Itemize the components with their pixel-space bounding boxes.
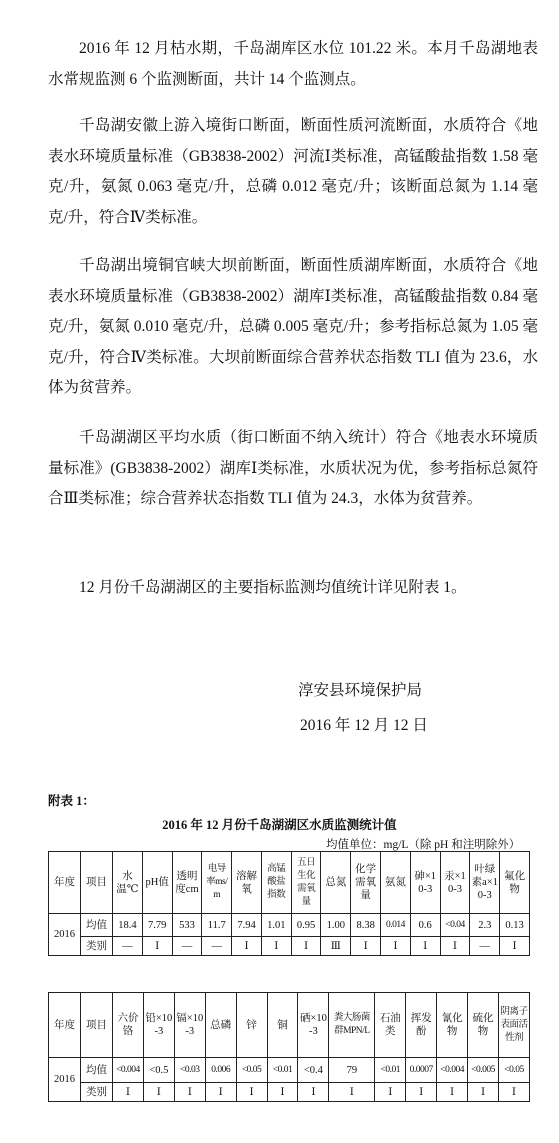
class-cell: Ⅰ <box>381 937 411 956</box>
col-header: 粪大肠菌群MPN/L <box>329 993 375 1058</box>
class-cell: Ⅰ <box>298 1083 329 1102</box>
col-header: 五日生化需氧量 <box>291 852 321 914</box>
class-cell: Ⅲ <box>321 937 351 956</box>
col-header: 阴离子表面活性剂 <box>498 993 529 1058</box>
class-cell: Ⅰ <box>406 1083 437 1102</box>
row-label: 类别 <box>81 937 113 956</box>
class-cell: Ⅰ <box>351 937 381 956</box>
class-cell: — <box>113 937 143 956</box>
mean-cell: 2.3 <box>470 914 500 937</box>
col-header: 高锰酸盐指数 <box>261 852 291 914</box>
col-header: 氨氮 <box>381 852 411 914</box>
mean-cell: <0.05 <box>498 1058 529 1083</box>
paragraph-water-level: 2016 年 12 月枯水期，千岛湖库区水位 101.22 米。本月千岛湖地表水常规监测 6 个监测断面，共计 14 个监测点。 <box>48 40 538 88</box>
mean-cell: 79 <box>329 1058 375 1083</box>
mean-cell: 0.13 <box>500 914 530 937</box>
mean-cell: <0.004 <box>113 1058 144 1083</box>
col-header: 化学需氧量 <box>351 852 381 914</box>
col-header: 铜 <box>267 993 298 1058</box>
col-header: 水温℃ <box>113 852 143 914</box>
row-label: 均值 <box>81 914 113 937</box>
mean-cell: <0.04 <box>440 914 470 937</box>
mean-cell: 0.014 <box>381 914 411 937</box>
class-cell: Ⅰ <box>267 1083 298 1102</box>
mean-cell: 0.95 <box>291 914 321 937</box>
stats-table-2 <box>48 992 530 1102</box>
col-header: 总氮 <box>321 852 351 914</box>
mean-cell: 0.0007 <box>406 1058 437 1083</box>
row-label: 类别 <box>81 1083 113 1102</box>
class-cell: — <box>470 937 500 956</box>
mean-cell: 7.79 <box>142 914 172 937</box>
mean-cell: 1.01 <box>261 914 291 937</box>
year-cell: 2016 <box>49 1058 81 1102</box>
mean-cell: <0.05 <box>236 1058 267 1083</box>
class-cell: Ⅰ <box>329 1083 375 1102</box>
table-row <box>49 914 530 937</box>
class-cell: Ⅰ <box>113 1083 144 1102</box>
paragraph-dam-section: 千岛湖出境铜官峡大坝前断面，断面性质湖库断面，水质符合《地表水环境质量标准（GB3838-2002）湖库Ⅰ类标准，高锰酸盐指数 0.84 毫克/升，氨氮 0.010 毫克/升，总磷 0.005 毫克/升；参考指标总氮为 1.05 毫克/升，符合Ⅳ类标准。大坝前断面综合营养状态指数 TLI 值为 23.6，水体为贫营养。 <box>48 257 538 396</box>
mean-cell: <0.4 <box>298 1058 329 1083</box>
mean-cell: <0.01 <box>267 1058 298 1083</box>
item-header: 项目 <box>81 852 113 914</box>
year-cell: 2016 <box>49 914 81 956</box>
col-header: 叶绿素a×10-3 <box>470 852 500 914</box>
table-header-row <box>49 852 530 914</box>
class-cell: Ⅰ <box>261 937 291 956</box>
unit-note: 均值单位：mg/L（除 pH 和注明除外） <box>326 839 521 851</box>
col-header: 硒×10-3 <box>298 993 329 1058</box>
class-cell: Ⅰ <box>291 937 321 956</box>
mean-cell: <0.03 <box>174 1058 205 1083</box>
class-cell: Ⅰ <box>232 937 262 956</box>
col-header: 六价铬 <box>113 993 144 1058</box>
class-cell: — <box>202 937 232 956</box>
mean-cell: 18.4 <box>113 914 143 937</box>
item-header: 项目 <box>81 993 113 1058</box>
mean-cell: <0.01 <box>375 1058 406 1083</box>
mean-cell: 533 <box>172 914 202 937</box>
table-row <box>49 1083 530 1102</box>
paragraph-jiekou-section: 千岛湖安徽上游入境街口断面，断面性质河流断面，水质符合《地表水环境质量标准（GB3838-2002）河流Ⅰ类标准，高锰酸盐指数 1.58 毫克/升，氨氮 0.063 毫克/升，总磷 0.012 毫克/升；该断面总氮为 1.14 毫克/升，符合Ⅳ类标准。 <box>48 117 538 226</box>
col-header: 总磷 <box>205 993 236 1058</box>
signature-org: 淳安县环境保护局 <box>298 682 423 699</box>
mean-cell: 1.00 <box>321 914 351 937</box>
col-header: pH值 <box>142 852 172 914</box>
table-row <box>49 1058 530 1083</box>
mean-cell: 7.94 <box>232 914 262 937</box>
class-cell: Ⅰ <box>498 1083 529 1102</box>
col-header: 锌 <box>236 993 267 1058</box>
class-cell: Ⅰ <box>236 1083 267 1102</box>
class-cell: Ⅰ <box>437 1083 468 1102</box>
table-row <box>49 937 530 956</box>
signature-date: 2016 年 12 月 12 日 <box>300 717 428 734</box>
year-header: 年度 <box>49 993 81 1058</box>
attachment-label: 附表 1： <box>48 794 95 808</box>
class-cell: — <box>172 937 202 956</box>
col-header: 氰化物 <box>437 993 468 1058</box>
col-header: 电导率ms/m <box>202 852 232 914</box>
class-cell: Ⅰ <box>205 1083 236 1102</box>
col-header: 挥发酚 <box>406 993 437 1058</box>
paragraph-attachment-note: 12 月份千岛湖湖区的主要指标监测均值统计详见附表 1。 <box>79 579 467 596</box>
col-header: 铅×10-3 <box>143 993 174 1058</box>
mean-cell: 0.006 <box>205 1058 236 1083</box>
col-header: 透明度cm <box>172 852 202 914</box>
mean-cell: <0.005 <box>468 1058 499 1083</box>
col-header: 硫化物 <box>468 993 499 1058</box>
mean-cell: 8.38 <box>351 914 381 937</box>
class-cell: Ⅰ <box>375 1083 406 1102</box>
mean-cell: <0.004 <box>437 1058 468 1083</box>
class-cell: Ⅰ <box>468 1083 499 1102</box>
table-header-row <box>49 993 530 1058</box>
col-header: 氟化物 <box>500 852 530 914</box>
col-header: 砷×10-3 <box>410 852 440 914</box>
col-header: 溶解氧 <box>232 852 262 914</box>
stats-table-1 <box>48 851 530 956</box>
paragraph-lake-average: 千岛湖湖区平均水质（街口断面不纳入统计）符合《地表水环境质量标准》(GB3838-2002）湖库Ⅰ类标准，水质状况为优，参考指标总氮符合Ⅲ类标准；综合营养状态指数 TLI 值为 24.3，水体为贫营养。 <box>48 429 538 507</box>
col-header: 汞×10-3 <box>440 852 470 914</box>
class-cell: Ⅰ <box>440 937 470 956</box>
mean-cell: 11.7 <box>202 914 232 937</box>
mean-cell: 0.6 <box>410 914 440 937</box>
class-cell: Ⅰ <box>143 1083 174 1102</box>
row-label: 均值 <box>81 1058 113 1083</box>
year-header: 年度 <box>49 852 81 914</box>
class-cell: Ⅰ <box>142 937 172 956</box>
class-cell: Ⅰ <box>410 937 440 956</box>
table-title: 2016 年 12 月份千岛湖湖区水质监测统计值 <box>162 818 397 832</box>
class-cell: Ⅰ <box>500 937 530 956</box>
class-cell: Ⅰ <box>174 1083 205 1102</box>
col-header: 镉×10-3 <box>174 993 205 1058</box>
mean-cell: <0.5 <box>143 1058 174 1083</box>
col-header: 石油类 <box>375 993 406 1058</box>
